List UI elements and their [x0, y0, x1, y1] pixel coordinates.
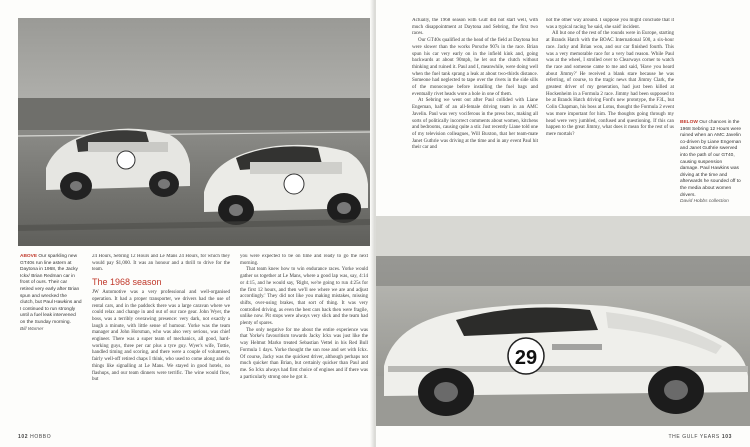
- left-folio: [18, 434, 51, 440]
- paragraph: Actually, the 1968 season with Gulf did not start well, with much disappointment at Daytona and Sebring, the first two races.: [412, 18, 538, 37]
- paragraph: At Sebring we went out after Paul collided with Liane Engeman, half of an all-female driving team in an AMC Javelin. Paul was very vociferous in the press box, making all sorts of politically incorrect comments about women, kitchens and bedrooms, causing quite a stir. Just recently Liane told one of my television colleagues, Will Buxton, that her team-mate Janet Guthrie was driving at the time and in any event Paul hit their car and: [412, 98, 538, 151]
- paragraph: you were expected to be on time and ready to go the next morning.: [240, 254, 368, 266]
- paragraph: The only negative for me about the entire experience was that Yorke's favouritism towards Jacky Ickx was just like the way Helmut Marko treated Sebastian Vettel in his Red Bull Formula 1 days. Yorke thought the sun rose and set with Ickx. Of course, Jacky was the quickest driver, although perhaps not much quicker than Brian, but certainly quicker than Paul and me. So Ickx always had first choice of engines and if there was a particularly strong one he got it.: [240, 327, 368, 380]
- paragraph: JW Automotive was a very professional and well-organised operation. It had a proper transporter, we drivers had the use of rental cars, and in the paddock there was a large caravan where we could relax and change in and out of our race gear. John Wyer, the boss, was a terribly overawing presence: very dark, not exactly a laugh a minute, with little sense of humour. Yorke was the team manager and John Horsman, who was also very serious, was chief engineer. There was a super team of mechanics, all good, hard-working guys, three per car plus a tyre guy. Wyer's wife, Tottie, handled timing and scoring, and there were a couple of volunteers, fairly well-off retired chaps I think, who used to come along and do things like signalling at Le Mans. We stayed in good hotels, no flashups, and our team dinners were terrific. The wine would flow, but: [92, 290, 230, 383]
- car-number-29: 29: [514, 347, 538, 369]
- right-text-column-1: [412, 18, 538, 216]
- paragraph: 24 Hours, Sebring 12 Hours and Le Mans 24 Hours, for which they would pay $1,000. It was an honour and a thrill to drive for the team.: [92, 254, 230, 273]
- paragraph: All but one of the rest of the rounds were in Europe, starting at Brands Hatch with the BOAC International 500, a six-hour race. Jacky and Brian won, and our car finished fourth. This was a very memorable race for a very bad reason. While Paul was at the wheel, I strolled over to Clearways corner to watch the race and someone came to me and said, 'Have you heard about Jimmy?' He received a blank stare because he was referring, of course, to the tragic news that Jimmy Clark, the greatest driver of my generation, had just been killed at Hockenheim in a Formula 2 race. Jimmy had been supposed to be at Brands Hatch driving Ford's new prototype, the F3L, but Colin Chapman, his boss at Lotus, thought the Formula 2 event was more important for him. The thoughts going through my head were very jumbled, confused and questioning. If this can happen to the great Jimmy, what does it mean for the rest of us mere mortals?: [546, 31, 674, 137]
- caption-lead: ABOVE: [20, 254, 38, 259]
- page-number: 103: [721, 434, 732, 440]
- caption-credit: David Hobbs collection: [680, 199, 729, 205]
- photo-caption-above: [20, 254, 82, 333]
- right-page: [376, 0, 750, 447]
- page-number: 102: [18, 434, 29, 440]
- running-title: THE GULF YEARS: [668, 434, 720, 440]
- right-folio: [668, 434, 732, 440]
- running-title: HOBBO: [30, 434, 52, 440]
- caption-text: Our sparkling new GT40s run line astern at Daytona in 1968, the Jacky Ickx/ Brian Redman car in front of ours. Their car retired very early after Brian spun and wrecked the clutch, but Paul Hawkins and I continued to run strongly until a fuel leak intervened on the Sunday morning.: [20, 254, 82, 325]
- photo-caption-below: [680, 120, 742, 206]
- caption-credit: Bill Warner: [20, 326, 44, 332]
- section-subhead: The 1968 season: [92, 277, 162, 288]
- left-text-column-1: [92, 254, 230, 434]
- sebring-gt40-photo: [376, 216, 750, 426]
- left-page: [0, 0, 374, 447]
- caption-text: Our chances in the 1968 Sebring 12 Hours were ruined when an AMC Javelin co-driven by Liane Engeman and Janet Guthrie swerved into the path of our GT40, causing suspension damage. Paul Hawkins was driving at the time and afterwards he sounded off to the media about women drivers.: [680, 120, 742, 198]
- daytona-gt40-photo: [18, 18, 370, 246]
- paragraph: Our GT40s qualified at the head of the field at Daytona but were slower than the works Porsche 907s in the race. Brian spun his car very early on in the infield kink and, going backwards at about 90mph, he let out the clutch without thinking and ruined it. Paul and I, meanwhile, were doing well when the fuel tank sprang a leak at about two-thirds distance. Someone had neglected to tape over the rivets in the side sills of the monocoque before installing the fuel bags and eventually rivet heads wore a hole in one of them.: [412, 38, 538, 97]
- right-text-column-2: [546, 18, 674, 216]
- caption-lead: BELOW: [680, 120, 698, 125]
- paragraph: not the other way around. I suppose you might conclude that it was a typical racing 'he said, she said' incident.: [546, 18, 674, 30]
- paragraph: That team knew how to win endurance races. Yorke would gather us together at Le Mans, where a good lap was, say, 4:14 or 4:15, and he would say, 'Right, we're going to run 4:25s for the first 12 hours, and then we'll see where we are and adjust accordingly.' They did not like you making mistakes, missing shifts, over-using brakes, that sort of thing. It was very controlled driving, as even the best cars back then were fragile, unlike now. Pit stops were always very slick and the team had plenty of spares.: [240, 267, 368, 327]
- left-text-column-2: [240, 254, 368, 434]
